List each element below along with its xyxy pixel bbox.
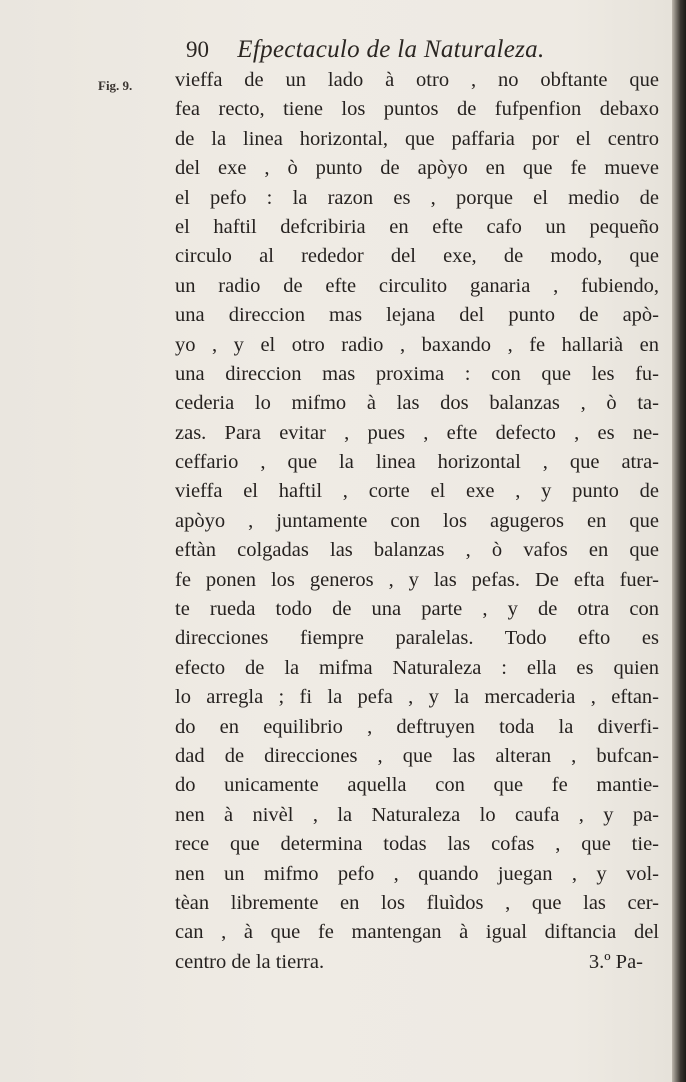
text-line: do unicamente aquella con que fe mantie- <box>175 774 659 797</box>
page-edge-shadow <box>672 0 686 1082</box>
text-line: de la linea horizontal, que paffaria por el centro <box>175 127 659 150</box>
text-line: el pefo : la razon es , porque el medio de <box>175 186 659 209</box>
page-number: 90 <box>186 37 209 62</box>
running-title: Efpectaculo de la Naturaleza. <box>237 36 545 63</box>
text-line: del exe , ò punto de apòyo en que fe mueve <box>175 157 659 180</box>
text-line: vieffa el haftil , corte el exe , y punto de <box>175 480 659 503</box>
text-line: nen un mifmo pefo , quando juegan , y vol- <box>175 862 659 885</box>
text-line: lo arregla ; fi la pefa , y la mercaderia , eftan- <box>175 686 659 709</box>
text-line: el haftil defcribiria en efte cafo un pequeño <box>175 215 659 238</box>
text-line: circulo al rededor del exe, de modo, que <box>175 245 659 268</box>
body-text <box>175 66 659 977</box>
text-line: direcciones fiempre paralelas. Todo efto es <box>175 627 659 650</box>
text-line: do en equilibrio , deftruyen toda la diverfi- <box>175 715 659 738</box>
closing-text: centro de la tierra. <box>175 950 325 973</box>
text-line-final <box>175 948 659 977</box>
text-line: vieffa de un lado à otro , no obftante que <box>175 69 659 91</box>
text-line: una direccion mas proxima : con que les fu- <box>175 362 659 385</box>
catchword: 3.º Pa- <box>588 950 643 973</box>
text-line: zas. Para evitar , pues , efte defecto , es ne- <box>175 421 659 444</box>
text-line: rece que determina todas las cofas , que tie- <box>175 833 659 856</box>
text-line: apòyo , juntamente con los agugeros en que <box>175 509 659 532</box>
figure-reference: Fig. 9. <box>98 78 133 93</box>
text-line: yo , y el otro radio , baxando , fe hallarià en <box>175 333 659 356</box>
text-line: can , à que fe mantengan à igual diftancia del <box>175 921 659 944</box>
text-line: fea recto, tiene los puntos de fufpenfion debaxo <box>175 98 659 121</box>
text-line: ceffario , que la linea horizontal , que atra- <box>175 451 659 474</box>
text-line: dad de direcciones , que las alteran , bufcan- <box>175 744 659 767</box>
text-line: efecto de la mifma Naturaleza : ella es quien <box>175 656 659 679</box>
text-line: una direccion mas lejana del punto de apò- <box>175 304 659 327</box>
text-line: un radio de efte circulito ganaria , fubiendo, <box>175 274 659 297</box>
text-line: te rueda todo de una parte , y de otra con <box>175 598 659 621</box>
text-line: eftàn colgadas las balanzas , ò vafos en que <box>175 539 659 562</box>
text-line: fe ponen los generos , y las pefas. De efta fuer- <box>175 568 659 591</box>
page-header <box>186 36 545 64</box>
text-line: tèan libremente en los fluìdos , que las cer- <box>175 891 659 914</box>
text-line: nen à nivèl , la Naturaleza lo caufa , y pa- <box>175 803 659 826</box>
text-line: cederia lo mifmo à las dos balanzas , ò ta- <box>175 392 659 415</box>
